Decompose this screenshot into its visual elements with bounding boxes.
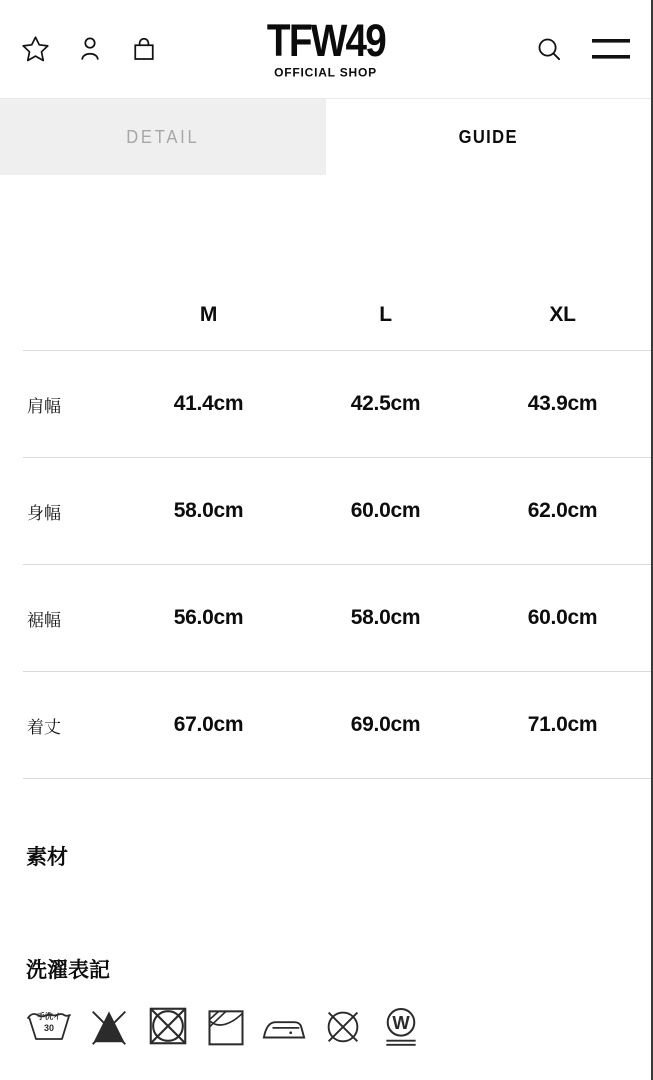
- user-icon: [75, 34, 105, 64]
- table-row-length: [23, 672, 651, 779]
- star-icon: [20, 34, 51, 65]
- cell-value: 60.0cm: [350, 499, 421, 522]
- do-not-dry-clean-icon: [320, 1002, 366, 1050]
- cell-value: 67.0cm: [173, 713, 244, 736]
- column-header-l: L: [379, 302, 392, 326]
- menu-button[interactable]: [591, 35, 631, 63]
- column-header-m: M: [199, 302, 218, 326]
- tab-guide[interactable]: [326, 99, 652, 175]
- row-label: 着丈: [27, 717, 61, 737]
- favorites-button[interactable]: [20, 34, 51, 65]
- logo-subtext: OFFICIAL SHOP: [274, 65, 377, 80]
- cell-value: 69.0cm: [350, 713, 421, 736]
- account-button[interactable]: [75, 34, 105, 64]
- guide-content: [0, 175, 651, 1050]
- search-icon: [534, 34, 565, 65]
- header-right-icons: [534, 34, 631, 65]
- tab-detail[interactable]: [0, 99, 326, 175]
- iron-low-temperature-icon: [261, 1002, 307, 1050]
- cell-value: 42.5cm: [350, 392, 421, 415]
- table-row-body-width: [23, 458, 651, 565]
- do-not-tumble-dry-icon: [145, 1002, 191, 1050]
- cell-value: 58.0cm: [350, 606, 421, 629]
- size-guide-table: [23, 279, 651, 779]
- row-label: 身幅: [27, 503, 61, 523]
- cell-value: 41.4cm: [173, 392, 244, 415]
- do-not-bleach-icon: [86, 1002, 132, 1050]
- table-row-shoulder-width: [23, 351, 651, 458]
- svg-text:W: W: [392, 1012, 410, 1034]
- cell-value: 43.9cm: [527, 392, 598, 415]
- material-section-heading: 素材: [26, 846, 68, 869]
- hamburger-menu-icon: [591, 35, 631, 63]
- detail-guide-tabs: [0, 99, 651, 175]
- logo-text: TFW49: [266, 15, 385, 67]
- row-label: 肩幅: [27, 396, 61, 416]
- hand-wash-30-icon: [25, 1002, 73, 1050]
- tab-guide-label: GUIDE: [458, 126, 518, 147]
- cell-value: 60.0cm: [527, 606, 598, 629]
- row-label: 裾幅: [27, 610, 61, 630]
- dry-in-shade-icon: [204, 1002, 248, 1050]
- tab-detail-label: DETAIL: [126, 126, 200, 147]
- shopping-bag-icon: [129, 34, 159, 64]
- cell-value: 62.0cm: [527, 499, 598, 522]
- search-button[interactable]: [534, 34, 565, 65]
- cell-value: 56.0cm: [173, 606, 244, 629]
- svg-text:手洗イ: 手洗イ: [37, 1012, 61, 1021]
- table-row-hem-width: [23, 565, 651, 672]
- header-left-icons: [20, 34, 159, 65]
- cell-value: 58.0cm: [173, 499, 244, 522]
- care-section-heading: 洗濯表記: [26, 959, 110, 982]
- svg-text:30: 30: [43, 1023, 55, 1033]
- care-symbols-row: [25, 1002, 651, 1050]
- professional-wet-cleaning-icon: [379, 1002, 423, 1050]
- site-header: [0, 0, 651, 99]
- column-header-xl: XL: [549, 302, 576, 326]
- cart-button[interactable]: [129, 34, 159, 64]
- cell-value: 71.0cm: [527, 713, 598, 736]
- brand-logo[interactable]: [258, 15, 392, 80]
- size-table-header-row: [23, 279, 651, 351]
